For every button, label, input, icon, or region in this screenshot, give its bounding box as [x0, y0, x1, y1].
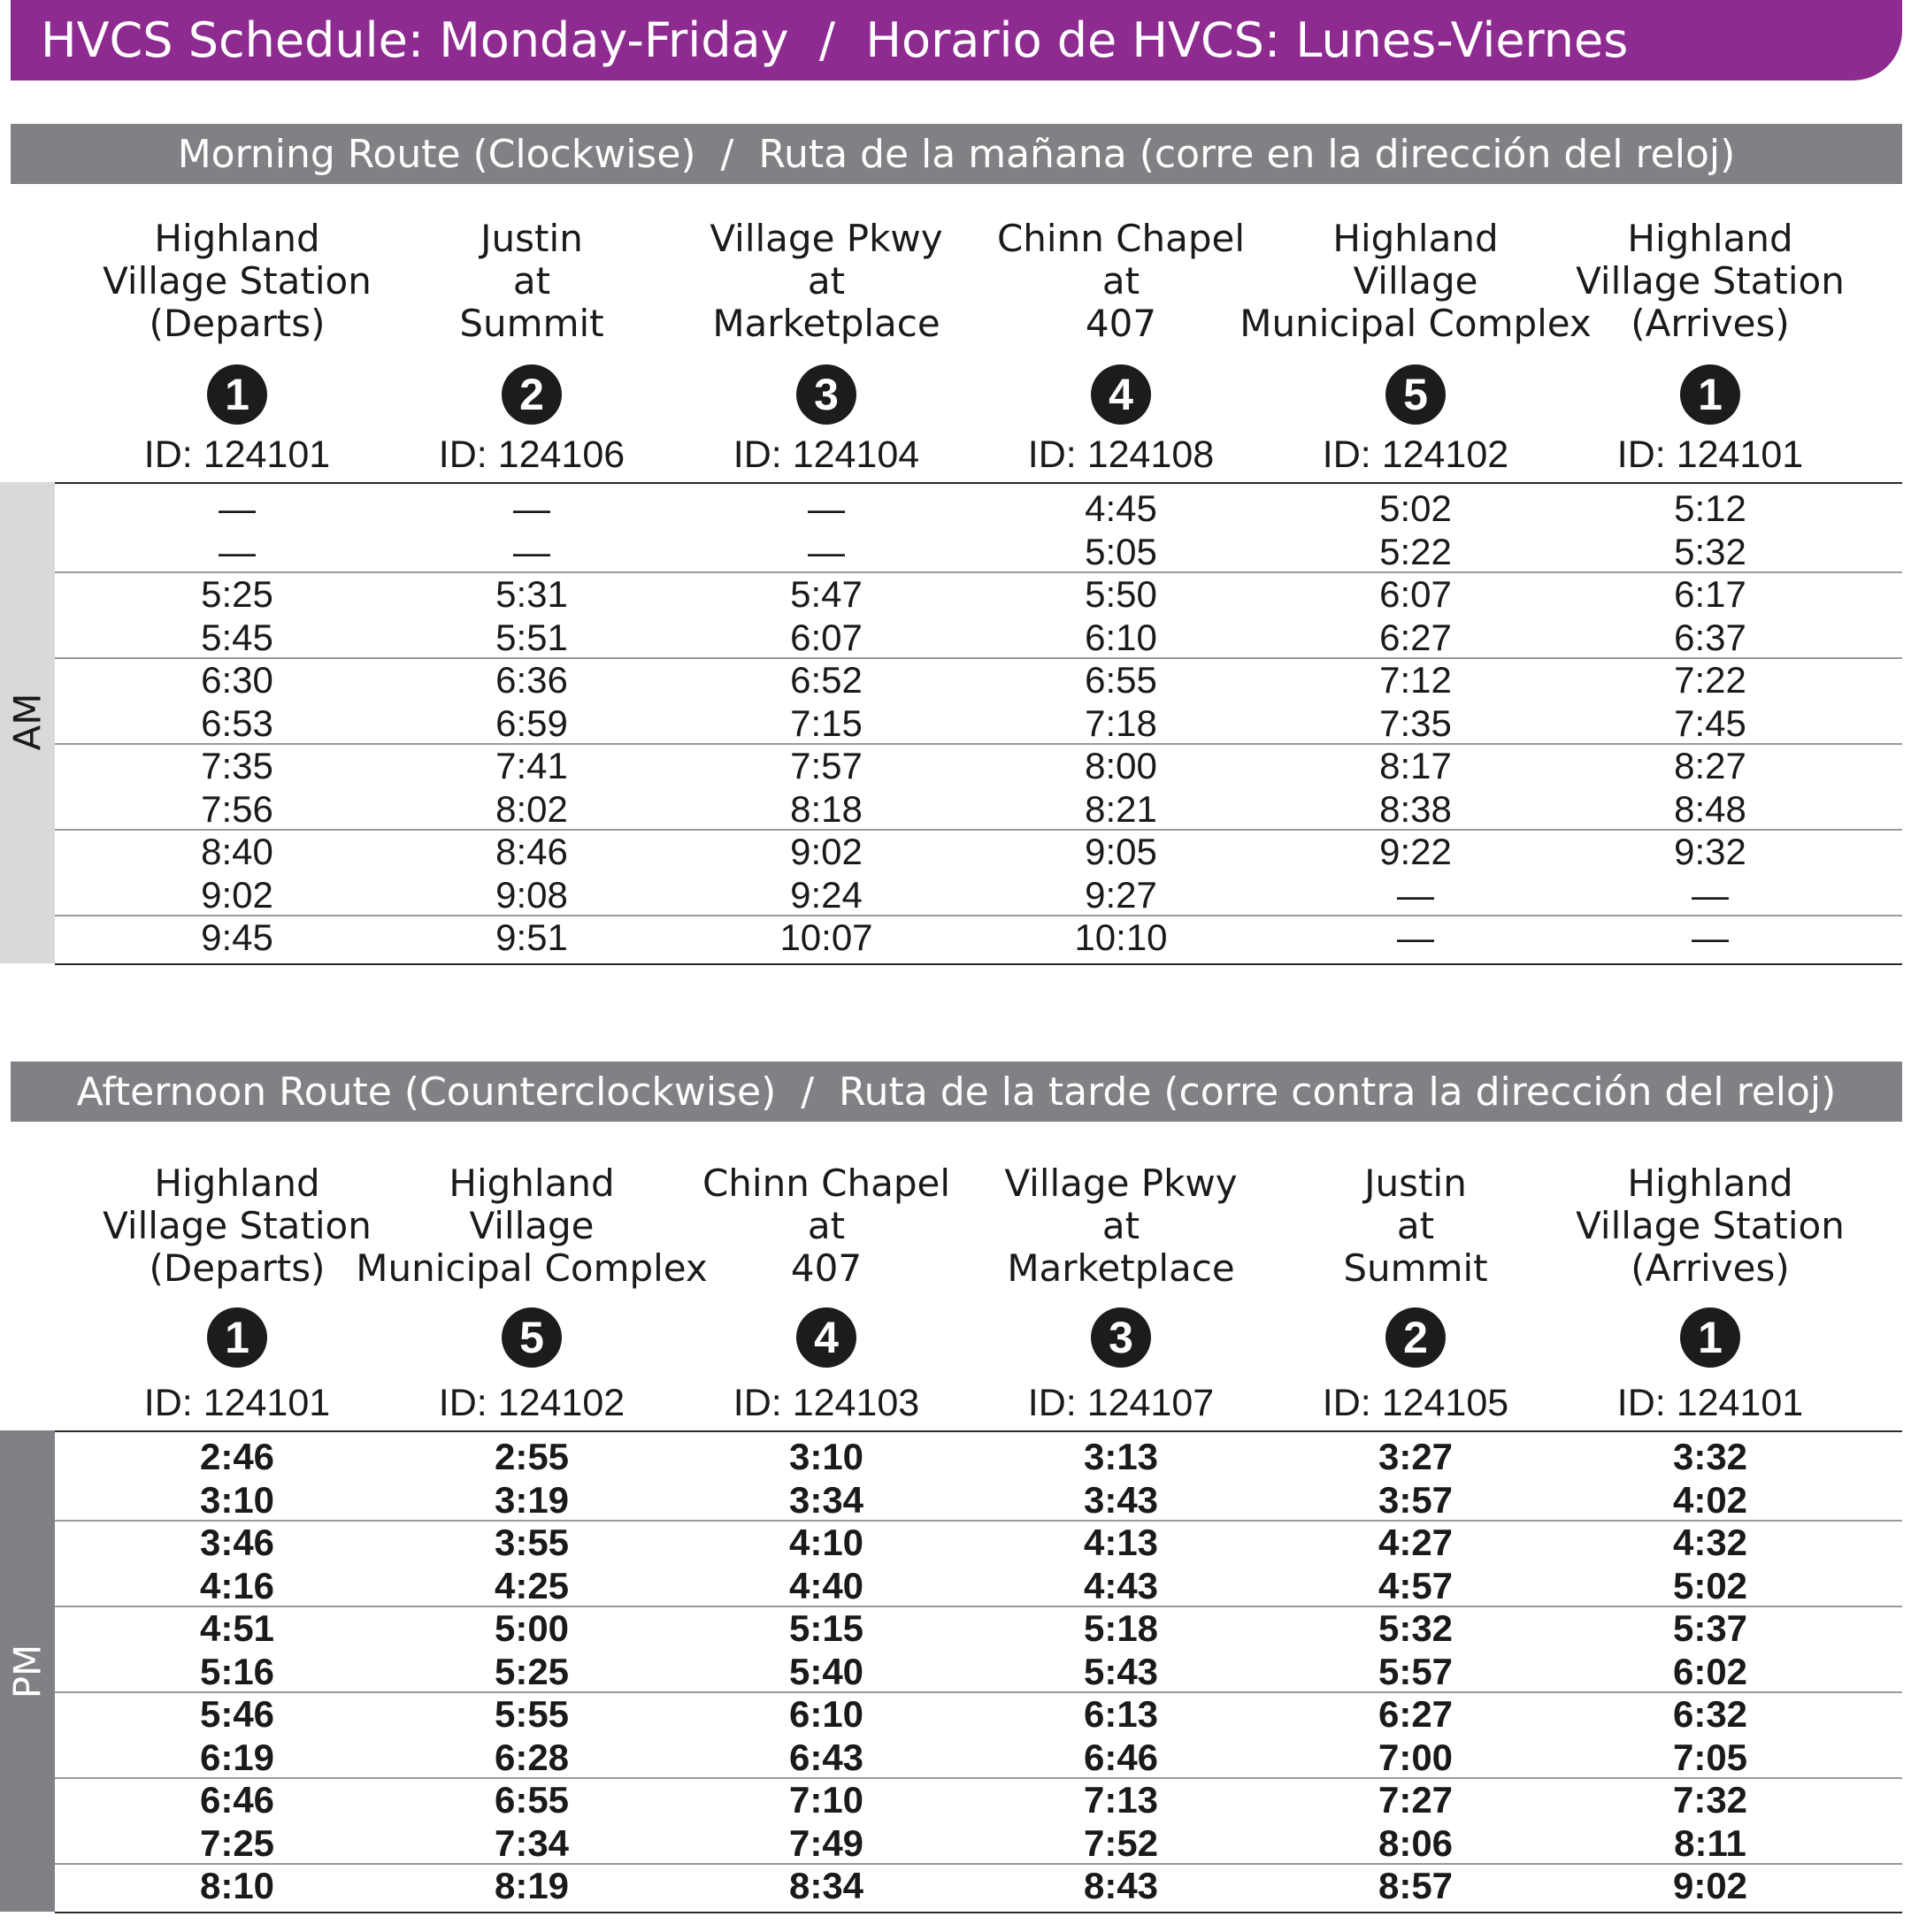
time-cell: 6:37 — [1674, 616, 1746, 658]
time-cell: 7:45 — [1674, 702, 1746, 744]
table-bottom-rule — [55, 1912, 1902, 1913]
time-cell: — — [808, 487, 845, 529]
group-separator — [55, 1520, 1902, 1522]
time-cell: 7:12 — [1379, 659, 1452, 701]
time-cell: 4:27 — [1378, 1522, 1454, 1563]
time-cell: 6:53 — [201, 702, 273, 744]
stop-name-line: (Arrives) — [1631, 1246, 1790, 1290]
time-cell: 3:32 — [1672, 1436, 1748, 1477]
time-cell: 4:57 — [1378, 1564, 1454, 1606]
time-cell: 7:41 — [495, 745, 568, 786]
time-cell: 5:32 — [1674, 530, 1746, 572]
stop-name-line: 407 — [1085, 302, 1157, 345]
stop-name-line: Summit — [1343, 1246, 1488, 1290]
time-cell: 7:18 — [1085, 702, 1157, 744]
time-cell: 5:00 — [494, 1607, 570, 1649]
time-cell: 6:30 — [201, 659, 273, 701]
time-cell: 5:32 — [1378, 1607, 1454, 1649]
period-label: PM — [5, 1644, 50, 1699]
stop-name-line: Marketplace — [712, 302, 940, 345]
stop-name-line: at — [807, 1204, 846, 1247]
time-cell: 6:46 — [199, 1779, 275, 1821]
period-band — [0, 1430, 55, 1912]
stop-number-badge: 4 — [1091, 364, 1151, 425]
time-cell: 8:48 — [1674, 787, 1746, 830]
time-cell: 8:00 — [1085, 745, 1157, 786]
stop-name-line: Municipal Complex — [1239, 302, 1592, 345]
stop-name-line: Highland — [154, 217, 320, 260]
stop-id: ID: 124107 — [1027, 1382, 1215, 1424]
time-cell: 7:13 — [1083, 1779, 1159, 1821]
stop-number-badge: 1 — [1680, 1307, 1740, 1368]
time-cell: 8:18 — [790, 787, 863, 830]
time-cell: 6:43 — [788, 1736, 864, 1778]
time-cell: 7:22 — [1674, 659, 1746, 701]
time-cell: 6:32 — [1672, 1693, 1748, 1735]
time-cell: 3:43 — [1083, 1478, 1159, 1521]
stop-id: ID: 124102 — [438, 1382, 625, 1424]
time-cell: 3:34 — [788, 1478, 864, 1521]
period-label: AM — [5, 693, 50, 751]
stop-name-line: Village Station — [103, 259, 372, 303]
group-separator — [55, 1863, 1902, 1865]
stop-id: ID: 124101 — [143, 433, 331, 476]
time-cell: 3:46 — [199, 1522, 275, 1563]
time-cell: 6:17 — [1674, 573, 1746, 615]
time-cell: 6:10 — [1085, 616, 1157, 658]
stop-id: ID: 124105 — [1322, 1382, 1509, 1424]
morning-route-header — [11, 124, 1902, 184]
stop-name-line: Highland — [1627, 1162, 1793, 1205]
stop-id: ID: 124108 — [1027, 433, 1215, 476]
stop-id: ID: 124101 — [1616, 433, 1804, 476]
stop-name-line: Village — [1353, 259, 1478, 303]
time-cell: 7:57 — [790, 745, 863, 786]
stop-name — [1533, 1162, 1887, 1290]
time-cell: 5:37 — [1672, 1607, 1748, 1649]
stop-id: ID: 124104 — [733, 433, 920, 476]
group-separator — [55, 915, 1902, 916]
time-cell: 4:25 — [494, 1564, 570, 1606]
stop-name-line: at — [512, 259, 551, 303]
time-cell: 4:45 — [1085, 487, 1157, 529]
time-cell: 9:02 — [790, 831, 863, 872]
time-cell: 8:40 — [201, 831, 273, 872]
time-cell: 8:17 — [1379, 745, 1452, 786]
stop-number-badge: 2 — [1385, 1307, 1446, 1368]
stop-name-line: Chinn Chapel — [702, 1162, 951, 1205]
stop-id: ID: 124102 — [1322, 433, 1509, 476]
time-cell: 5:50 — [1085, 573, 1157, 615]
time-cell: 6:13 — [1083, 1693, 1159, 1735]
time-cell: 6:55 — [494, 1779, 570, 1821]
time-cell: — — [219, 487, 256, 529]
time-cell: 9:51 — [495, 916, 568, 958]
stop-id: ID: 124101 — [1616, 1382, 1804, 1424]
stop-name-line: Highland — [154, 1162, 320, 1205]
stop-name-line: Village Station — [1576, 1204, 1845, 1247]
time-cell: 6:02 — [1672, 1650, 1748, 1692]
time-cell: 9:22 — [1379, 831, 1452, 872]
time-cell: 4:16 — [199, 1564, 275, 1606]
time-cell: 6:07 — [790, 616, 863, 658]
time-cell: 7:27 — [1378, 1779, 1454, 1821]
time-cell: 7:56 — [201, 787, 273, 830]
stop-name-line: at — [1396, 1204, 1435, 1247]
time-cell: 5:25 — [494, 1650, 570, 1692]
group-separator — [55, 1777, 1902, 1779]
time-cell: 7:52 — [1083, 1821, 1159, 1864]
stop-number-badge: 1 — [1680, 364, 1740, 425]
time-cell: 6:36 — [495, 659, 568, 701]
stop-name-line: Municipal Complex — [356, 1246, 708, 1290]
time-cell: 8:11 — [1674, 1821, 1746, 1864]
time-cell: 8:19 — [494, 1865, 570, 1906]
time-cell: 6:59 — [495, 702, 568, 744]
time-cell: 9:24 — [790, 873, 863, 916]
time-cell: 7:10 — [788, 1779, 864, 1821]
stop-name-line: Village Pkwy — [1004, 1162, 1238, 1205]
time-cell: 9:02 — [201, 873, 273, 916]
time-cell: 4:51 — [199, 1607, 275, 1649]
schedule-title-bar — [11, 0, 1902, 80]
table-bottom-rule — [55, 963, 1902, 965]
morning-route-title: Morning Route (Clockwise) / Ruta de la mañana (corre en la dirección del reloj) — [177, 131, 1736, 177]
time-cell: 3:10 — [788, 1436, 864, 1477]
time-cell: 4:32 — [1672, 1522, 1748, 1563]
stop-name-line: Village — [469, 1204, 595, 1247]
stop-number-badge: 5 — [1385, 364, 1446, 425]
stop-name-line: Justin — [1364, 1162, 1467, 1205]
time-cell: 8:34 — [788, 1865, 864, 1906]
time-cell: 7:05 — [1672, 1736, 1748, 1778]
time-cell: — — [1692, 916, 1729, 958]
stop-name-line: Highland — [1332, 217, 1499, 260]
time-cell: 5:40 — [788, 1650, 864, 1692]
time-cell: 5:47 — [790, 573, 863, 615]
time-cell: 8:57 — [1378, 1865, 1454, 1906]
time-cell: 6:27 — [1379, 616, 1452, 658]
stop-name-line: Marketplace — [1007, 1246, 1235, 1290]
time-cell: — — [513, 530, 550, 572]
time-cell: 10:07 — [779, 916, 873, 958]
time-cell: 9:08 — [495, 873, 568, 916]
time-cell: — — [1397, 916, 1434, 958]
stop-name-line: at — [1101, 259, 1140, 303]
stop-name-line: (Departs) — [149, 1246, 326, 1290]
time-cell: 8:10 — [199, 1865, 275, 1906]
time-cell: 10:10 — [1074, 916, 1168, 958]
time-cell: 5:22 — [1379, 530, 1452, 572]
time-cell: — — [513, 487, 550, 529]
time-cell: — — [808, 530, 845, 572]
time-cell: 8:43 — [1083, 1865, 1159, 1906]
time-cell: 7:49 — [788, 1821, 864, 1864]
time-cell: 5:45 — [201, 616, 273, 658]
time-cell: 9:32 — [1674, 831, 1746, 872]
time-cell: — — [1397, 873, 1434, 916]
time-cell: 5:18 — [1083, 1607, 1159, 1649]
time-cell: 5:55 — [494, 1693, 570, 1735]
time-cell: 5:46 — [199, 1693, 275, 1735]
group-separator — [55, 829, 1902, 831]
time-cell: 9:45 — [201, 916, 273, 958]
stop-number-badge: 3 — [1091, 1307, 1151, 1368]
time-cell: 3:13 — [1083, 1436, 1159, 1477]
time-cell: 7:35 — [201, 745, 273, 786]
stop-id: ID: 124103 — [733, 1382, 920, 1424]
time-cell: 4:40 — [788, 1564, 864, 1606]
time-cell: 8:06 — [1378, 1821, 1454, 1864]
time-cell: 5:51 — [495, 616, 568, 658]
group-separator — [55, 743, 1902, 745]
time-cell: 5:16 — [199, 1650, 275, 1692]
time-cell: 3:19 — [494, 1478, 570, 1521]
time-cell: 8:27 — [1674, 745, 1746, 786]
time-cell: 6:10 — [788, 1693, 864, 1735]
period-band — [0, 482, 55, 963]
time-cell: 5:57 — [1378, 1650, 1454, 1692]
stop-number-badge: 1 — [207, 364, 267, 425]
stop-name-line: Highland — [449, 1162, 615, 1205]
time-cell: 7:25 — [199, 1821, 275, 1864]
time-cell: 2:55 — [494, 1436, 570, 1477]
time-cell: 2:46 — [199, 1436, 275, 1477]
time-cell: 7:35 — [1379, 702, 1452, 744]
time-cell: 6:52 — [790, 659, 863, 701]
stop-name-line: Justin — [480, 217, 583, 260]
schedule-title: HVCS Schedule: Monday-Friday / Horario de HVCS: Lunes-Viernes — [41, 12, 1629, 68]
stop-name-line: at — [807, 259, 846, 303]
stop-number-badge: 4 — [796, 1307, 856, 1368]
stop-id: ID: 124101 — [143, 1382, 331, 1424]
table-top-rule — [55, 482, 1902, 484]
time-cell: 6:27 — [1378, 1693, 1454, 1735]
stop-name-line: Highland — [1627, 217, 1793, 260]
time-cell: 5:02 — [1379, 487, 1452, 529]
stop-name-line: Village Station — [103, 1204, 372, 1247]
stop-name-line: Village Station — [1576, 259, 1845, 303]
time-cell: — — [1692, 873, 1729, 916]
time-cell: 5:43 — [1083, 1650, 1159, 1692]
time-cell: 3:57 — [1378, 1478, 1454, 1521]
stop-number-badge: 5 — [502, 1307, 562, 1368]
stop-name-line: Village Pkwy — [710, 217, 943, 260]
group-separator — [55, 657, 1902, 659]
time-cell: 9:27 — [1085, 873, 1157, 916]
time-cell: 3:10 — [199, 1478, 275, 1521]
stop-name-line: Summit — [459, 302, 604, 345]
table-top-rule — [55, 1430, 1902, 1432]
time-cell: 9:02 — [1672, 1865, 1748, 1906]
time-cell: 7:15 — [790, 702, 863, 744]
stop-name-line: 407 — [790, 1246, 863, 1290]
time-cell: 5:25 — [201, 573, 273, 615]
time-cell: 5:05 — [1085, 530, 1157, 572]
time-cell: 3:55 — [494, 1522, 570, 1563]
time-cell: 6:55 — [1085, 659, 1157, 701]
group-separator — [55, 571, 1902, 573]
time-cell: 6:19 — [199, 1736, 275, 1778]
time-cell: 7:32 — [1672, 1779, 1748, 1821]
stop-name-line: Chinn Chapel — [996, 217, 1246, 260]
afternoon-route-header — [11, 1062, 1902, 1122]
time-cell: 4:13 — [1083, 1522, 1159, 1563]
time-cell: 4:02 — [1672, 1478, 1748, 1521]
time-cell: 6:07 — [1379, 573, 1452, 615]
time-cell: 7:00 — [1378, 1736, 1454, 1778]
time-cell: 5:31 — [495, 573, 568, 615]
time-cell: 6:28 — [494, 1736, 570, 1778]
stop-name-line: (Arrives) — [1631, 302, 1790, 345]
time-cell: 4:10 — [788, 1522, 864, 1563]
time-cell: 5:12 — [1674, 487, 1746, 529]
group-separator — [55, 1606, 1902, 1607]
stop-number-badge: 2 — [502, 364, 562, 425]
time-cell: 4:43 — [1083, 1564, 1159, 1606]
time-cell: 8:21 — [1085, 787, 1157, 830]
group-separator — [55, 1691, 1902, 1693]
time-cell: 6:46 — [1083, 1736, 1159, 1778]
stop-number-badge: 1 — [207, 1307, 267, 1368]
time-cell: 5:15 — [788, 1607, 864, 1649]
time-cell: 8:38 — [1379, 787, 1452, 830]
time-cell: 7:34 — [494, 1821, 570, 1864]
afternoon-route-title: Afternoon Route (Counterclockwise) / Ruta de la tarde (corre contra la dirección del reloj) — [76, 1069, 1837, 1115]
stop-number-badge: 3 — [796, 364, 856, 425]
time-cell: 8:46 — [495, 831, 568, 872]
time-cell: 9:05 — [1085, 831, 1157, 872]
time-cell: 3:27 — [1378, 1436, 1454, 1477]
time-cell: — — [219, 530, 256, 572]
stop-name-line: (Departs) — [149, 302, 326, 345]
time-cell: 8:02 — [495, 787, 568, 830]
time-cell: 5:02 — [1672, 1564, 1748, 1606]
stop-name — [1533, 218, 1887, 345]
stop-id: ID: 124106 — [438, 433, 625, 476]
stop-name-line: at — [1101, 1204, 1140, 1247]
